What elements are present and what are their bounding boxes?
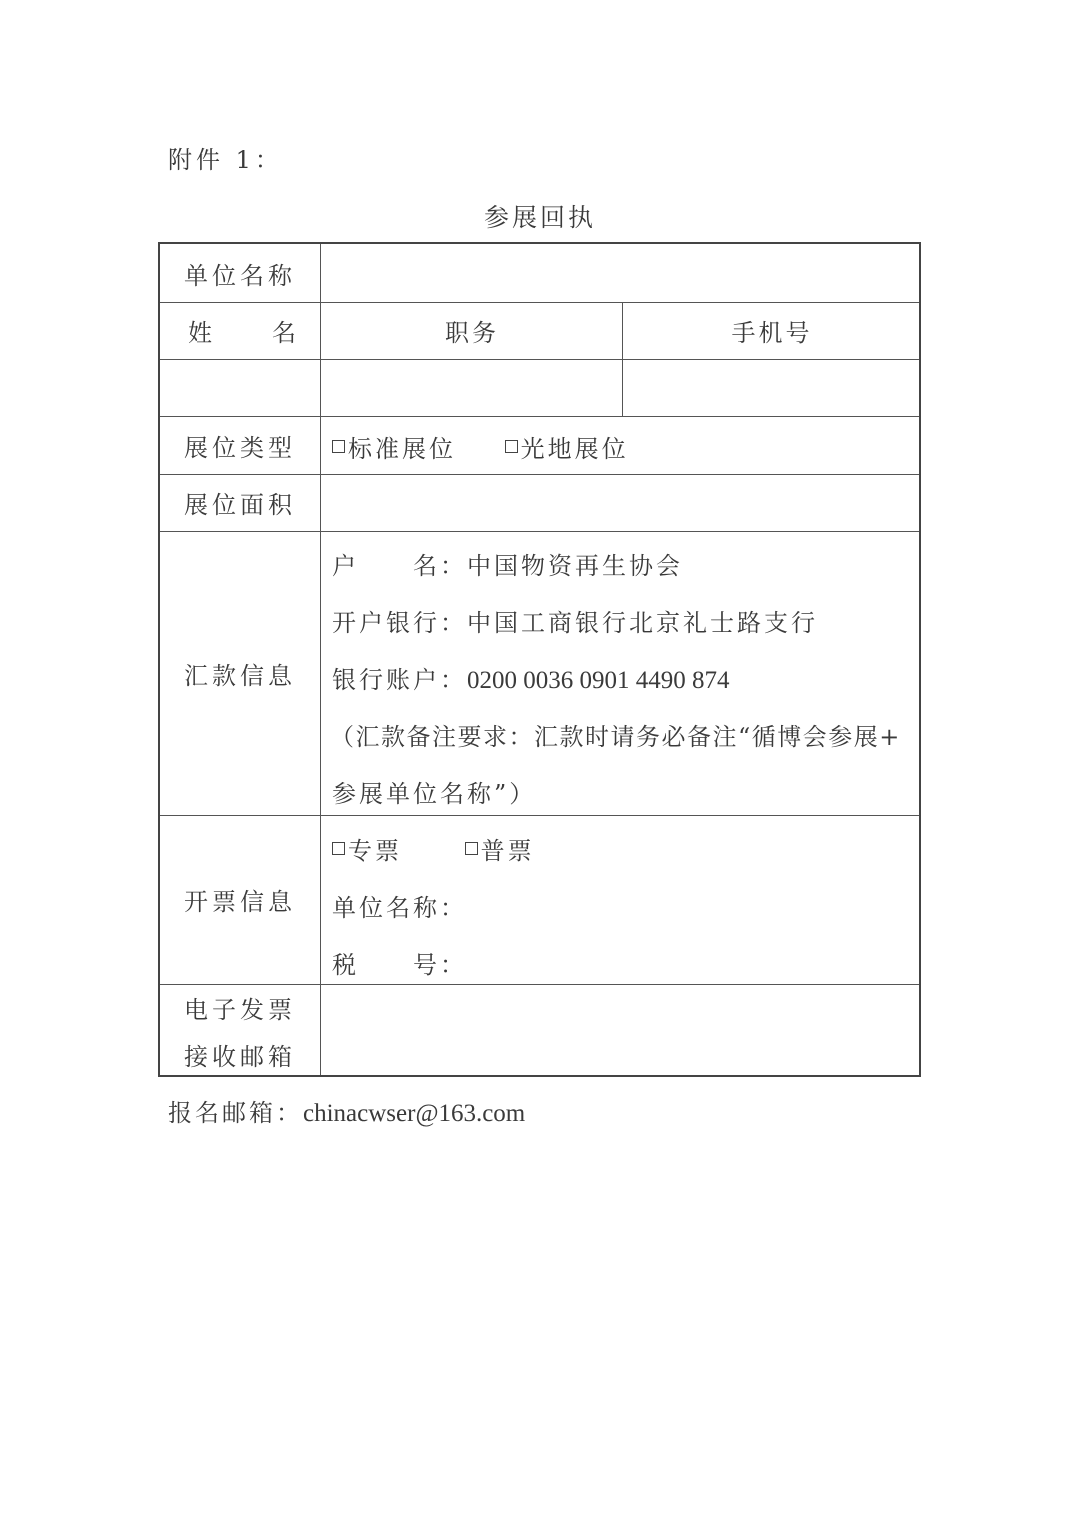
checkbox-icon[interactable] [332, 842, 345, 855]
registration-email-label: 报名邮箱： [168, 1099, 303, 1127]
einvoice-label-line-2: 接收邮箱 [184, 1042, 296, 1071]
invoice-general-label: 普票 [480, 837, 535, 865]
bank-key: 开户银行： [332, 609, 467, 637]
unit-name-field[interactable] [322, 244, 920, 302]
name-label: 姓 名 [188, 319, 300, 347]
bank-line [332, 603, 818, 638]
einvoice-email-label [160, 984, 320, 1077]
invoice-general-option[interactable] [465, 831, 535, 866]
booth-type-standard-label: 标准展位 [348, 435, 456, 463]
booth-type-standard-option[interactable] [332, 429, 456, 464]
invoice-special-label: 专票 [348, 837, 402, 865]
checkbox-icon[interactable] [465, 842, 478, 855]
registration-email-address[interactable]: chinacwser@163.com [303, 1100, 526, 1127]
einvoice-email-field[interactable] [322, 984, 920, 1077]
account-name-value: 中国物资再生协会 [467, 552, 683, 580]
booth-type-label: 展位类型 [184, 433, 296, 462]
booth-area-label: 展位面积 [184, 491, 296, 519]
account-name-key: 户 名： [332, 552, 467, 580]
invoice-special-option[interactable] [332, 831, 402, 866]
column-divider [320, 244, 321, 1075]
account-number-key: 银行账户： [332, 666, 467, 694]
registration-form-table [158, 242, 921, 1077]
document-title: 参展回执 [483, 203, 596, 232]
invoice-tax-number-label: 税 号： [332, 951, 467, 979]
checkbox-icon[interactable] [332, 440, 345, 453]
booth-area-field[interactable] [322, 474, 920, 531]
remittance-note-line-2: 参展单位名称”） [332, 780, 537, 808]
invoice-label: 开票信息 [184, 888, 296, 916]
remittance-note-line-1: （汇款备注要求：汇款时请务必备注“循博会参展+ [330, 723, 901, 751]
booth-type-raw-space-option[interactable] [505, 429, 629, 464]
position-header: 职务 [445, 319, 499, 347]
phone-field[interactable] [624, 359, 920, 416]
account-number-line [332, 660, 730, 695]
registration-email-line [168, 1093, 525, 1128]
booth-type-raw-space-label: 光地展位 [520, 435, 629, 463]
column-divider [622, 302, 623, 416]
checkbox-icon[interactable] [505, 440, 518, 453]
account-number-value: 0200 0036 0901 4490 874 [467, 667, 730, 694]
remittance-label: 汇款信息 [184, 661, 296, 690]
invoice-type-options [332, 831, 535, 866]
account-name-line [332, 546, 683, 581]
attachment-label: 附件 1： [168, 146, 283, 174]
booth-type-options [332, 429, 629, 464]
phone-header: 手机号 [731, 319, 813, 347]
name-field[interactable] [160, 359, 320, 416]
bank-value: 中国工商银行北京礼士路支行 [467, 609, 818, 637]
einvoice-label-line-1: 电子发票 [184, 995, 296, 1024]
position-field[interactable] [322, 359, 622, 416]
unit-name-label: 单位名称 [184, 261, 296, 290]
invoice-unit-name-label: 单位名称： [332, 894, 467, 922]
